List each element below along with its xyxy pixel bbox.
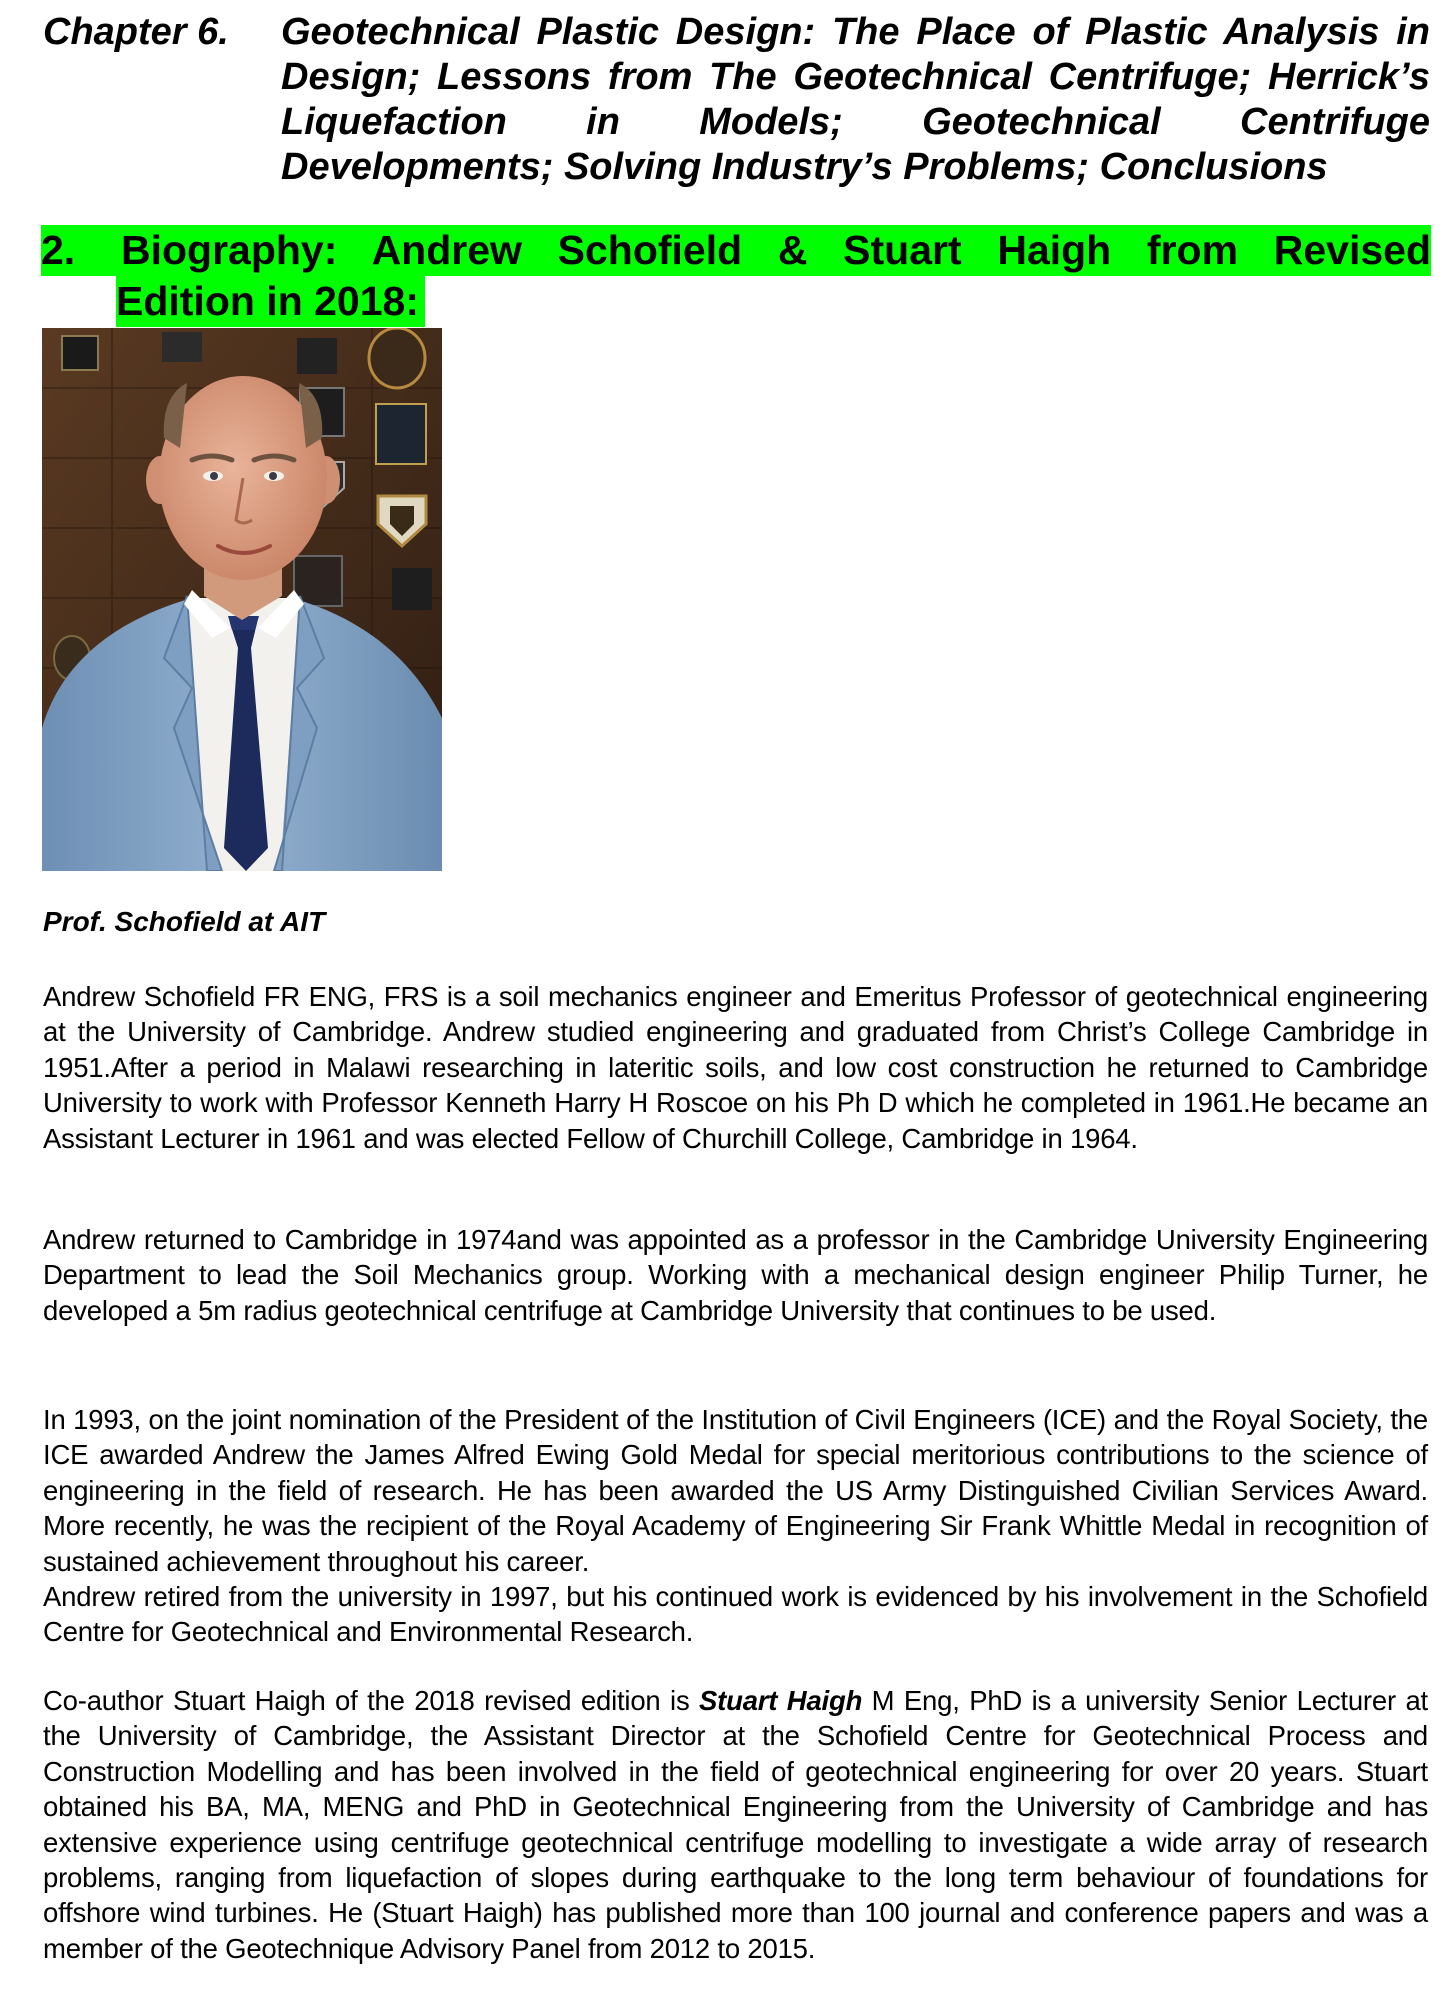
section-heading [41, 225, 1431, 327]
paragraph-4-body: M Eng, PhD is a university Senior Lecturer at the University of Cambridge, the Assistant Director at the Schofield Centre for Geotechnical Process and Construction Modelling and has been involved in the field of geotechnical engineering for over 20 years. Stuart obtained his BA, MA, MENG and PhD in Geotechnical Engineering from the University of Cambridge and has extensive experience using centrifuge geotechnical centrifuge modelling to investigate a wide array of research problems, ranging from liquefaction of slopes during earthquake to the long term behaviour of foundations for offshore wind turbines. He (Stuart Haigh) has published more than 100 journal and conference papers and was a member of the Geotechnique Advisory Panel from 2012 to 2015. [43, 1685, 1428, 1964]
portrait-illustration [42, 328, 442, 871]
chapter-label: Chapter 6. [43, 11, 229, 53]
paragraph-1: Andrew Schofield FR ENG, FRS is a soil mechanics engineer and Emeritus Professor of geotechnical engineering at the University of Cambridge. Andrew studied engineering and graduated from Christ’s College Cambridge in 1951.After a period in Malawi researching in lateritic soils, and low cost construction he returned to Cambridge University to work with Professor Kenneth Harry H Roscoe on his Ph D which he completed in 1961.He became an Assistant Lecturer in 1961 and was elected Fellow of Churchill College, Cambridge in 1964. [43, 981, 1428, 1154]
paragraph-3 [43, 1402, 1428, 1650]
paragraph-4-lead: Co-author Stuart Haigh of the 2018 revised edition is [43, 1685, 700, 1716]
section-number: 2. [41, 227, 76, 273]
section-heading-line-1 [41, 225, 1431, 276]
paragraph-3-part-b: Andrew retired from the university in 1997, but his continued work is evidenced by his involvement in the Schofield Centre for Geotechnical and Environmental Research. [43, 1581, 1428, 1648]
portrait-photo [42, 328, 442, 871]
stuart-haigh-name: Stuart Haigh [699, 1685, 863, 1716]
paragraph-2: Andrew returned to Cambridge in 1974and was appointed as a professor in the Cambridge University Engineering Department to lead the Soil Mechanics group. Working with a mechanical design engineer Philip Turner, he developed a 5m radius geotechnical centrifuge at Cambridge University that continues to be used. [43, 1224, 1428, 1326]
section-title-line-2: Edition in 2018: [116, 276, 425, 327]
photo-caption: Prof. Schofield at AIT [43, 906, 326, 937]
section-title-line-1: Biography: Andrew Schofield & Stuart Haigh from Revised [121, 227, 1431, 273]
paragraph-3-part-a: In 1993, on the joint nomination of the President of the Institution of Civil Engineers (ICE) and the Royal Society, the ICE awarded Andrew the James Alfred Ewing Gold Medal for special meritorious contributions to the science of engineering in the field of research. He has been awarded the US Army Distinguished Civilian Services Award. More recently, he was the recipient of the Royal Academy of Engineering Sir Frank Whittle Medal in recognition of sustained achievement throughout his career. [43, 1404, 1428, 1577]
chapter-title: Geotechnical Plastic Design: The Place of Plastic Analysis in Design; Lessons from The Geotechnical Centrifuge; Herrick’s Liquefaction in Models; Geotechnical Centrifuge Developments; Solving Industry’s Problems; Conclusions [281, 11, 1430, 188]
paragraph-4 [43, 1683, 1428, 1966]
